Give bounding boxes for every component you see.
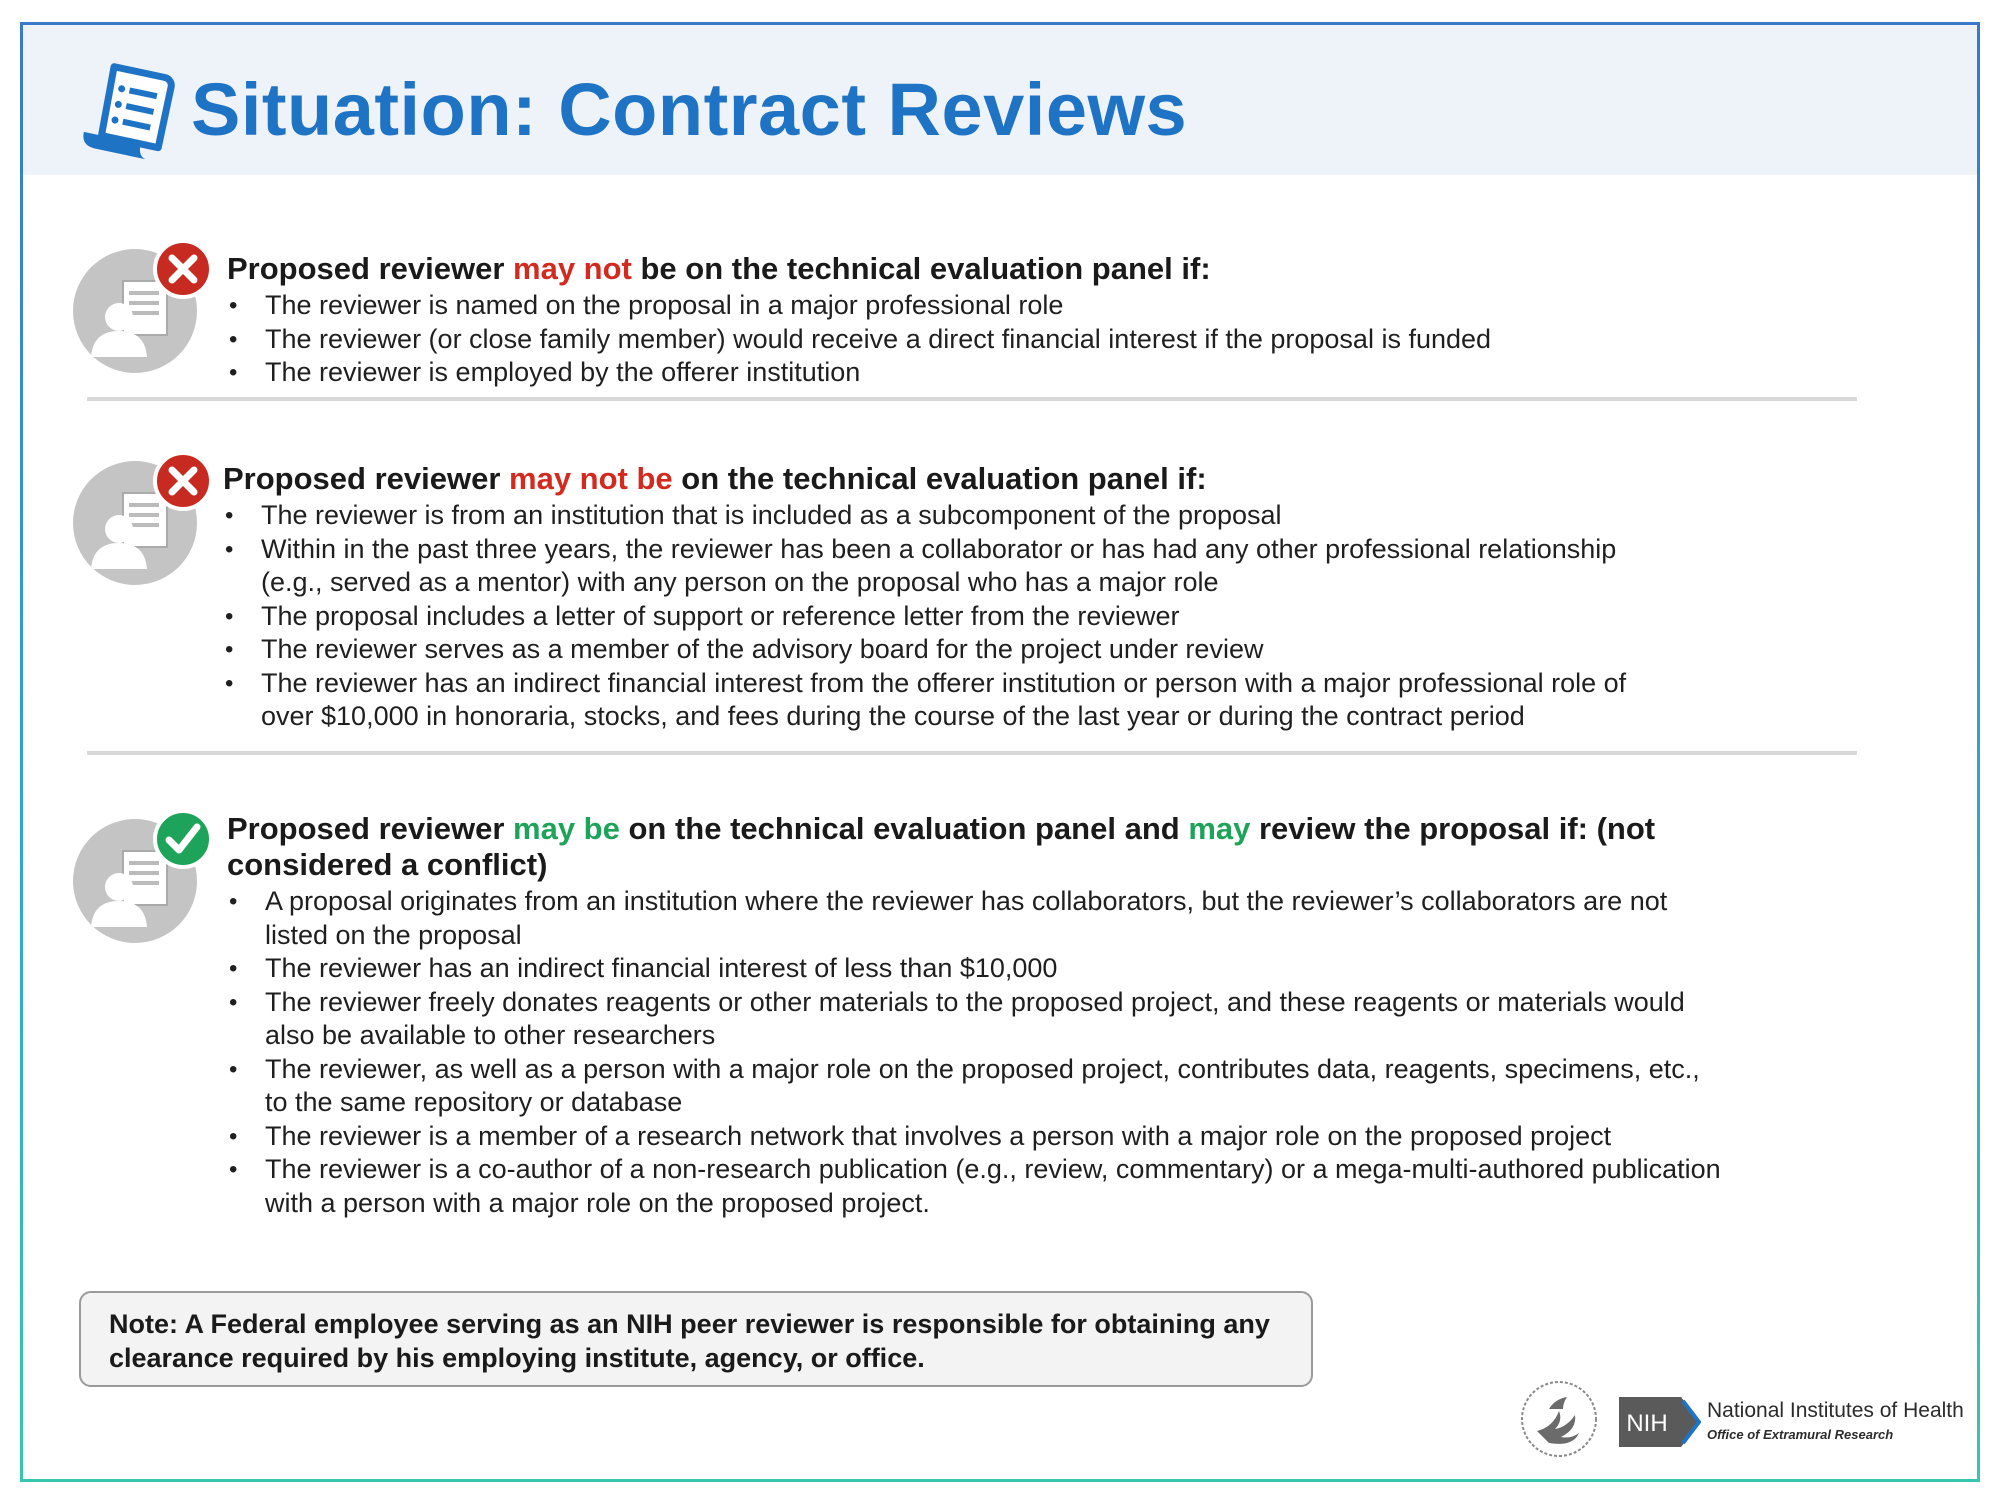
list-item: • Within in the past three years, the reviewer has been a collaborator or has had any other professional relationship (e.g., served as a mentor) with any person on the proposal who has a major role xyxy=(223,533,1653,600)
list-item: • The reviewer, as well as a person with a major role on the proposed project, contributes data, reagents, specimens, etc., to the same repository or database xyxy=(227,1053,1727,1120)
nih-logo-icon xyxy=(1619,1397,1701,1447)
list-item: • The reviewer has an indirect financial interest from the offerer institution or person with a major professional role of over $10,000 in honoraria, stocks, and fees during the course of the last year or during the contract period xyxy=(223,667,1653,734)
reviewer-avatar-icon xyxy=(71,805,221,945)
list-item: • The reviewer is employed by the offerer institution xyxy=(227,356,1827,390)
hhs-seal-icon xyxy=(1519,1379,1599,1459)
checklist-document-icon xyxy=(75,57,185,167)
list-item: • The reviewer is from an institution that is included as a subcomponent of the proposal xyxy=(223,499,1653,533)
page-title: Situation: Contract Reviews xyxy=(191,68,1188,151)
list-item: • The reviewer is named on the proposal in a major professional role xyxy=(227,289,1827,323)
bullet-list xyxy=(227,885,1727,1220)
bullet-list xyxy=(223,499,1653,734)
section-content xyxy=(223,461,1653,734)
list-item: • A proposal originates from an institution where the reviewer has collaborators, but the reviewer’s collaborators are not listed on the proposal xyxy=(227,885,1727,952)
list-item: • The reviewer freely donates reagents or other materials to the proposed project, and these reagents or materials would also be available to other researchers xyxy=(227,986,1727,1053)
red-x-icon xyxy=(155,241,211,297)
nih-name: National Institutes of Health xyxy=(1707,1399,1964,1422)
section-heading: Proposed reviewer may not be on the technical evaluation panel if: xyxy=(223,461,1207,496)
note-box: Note: A Federal employee serving as an NIH peer reviewer is responsible for obtaining any clearance required by his employing institute, agency, or office. xyxy=(79,1291,1313,1387)
nih-badge-text: NIH xyxy=(1626,1410,1668,1437)
section-divider xyxy=(87,397,1857,401)
section-heading: Proposed reviewer may not be on the technical evaluation panel if: xyxy=(227,251,1211,286)
red-x-icon xyxy=(155,453,211,509)
list-item: • The reviewer (or close family member) would receive a direct financial interest if the proposal is funded xyxy=(227,323,1827,357)
list-item: • The reviewer is a member of a research network that involves a person with a major role on the proposed project xyxy=(227,1120,1727,1154)
section-divider xyxy=(87,751,1857,755)
reviewer-avatar-icon xyxy=(71,447,221,587)
bullet-list xyxy=(227,289,1827,390)
section-content xyxy=(227,811,1727,1220)
slide-frame xyxy=(20,22,1980,1482)
nih-office: Office of Extramural Research xyxy=(1707,1427,1894,1442)
footer-logos xyxy=(1519,1375,1964,1465)
list-item: • The reviewer is a co-author of a non-research publication (e.g., review, commentary) or a mega-multi-authored publication with a person with a major role on the proposed project. xyxy=(227,1153,1727,1220)
section-content xyxy=(227,251,1827,390)
reviewer-avatar-icon xyxy=(71,235,221,375)
list-item: • The reviewer has an indirect financial interest of less than $10,000 xyxy=(227,952,1727,986)
header-band xyxy=(23,25,1977,175)
list-item: • The reviewer serves as a member of the advisory board for the project under review xyxy=(223,633,1653,667)
section-heading: Proposed reviewer may be on the technical evaluation panel and may review the proposal if: (not considered a conflict) xyxy=(227,811,1656,882)
green-check-icon xyxy=(155,811,211,867)
list-item: • The proposal includes a letter of support or reference letter from the reviewer xyxy=(223,600,1653,634)
